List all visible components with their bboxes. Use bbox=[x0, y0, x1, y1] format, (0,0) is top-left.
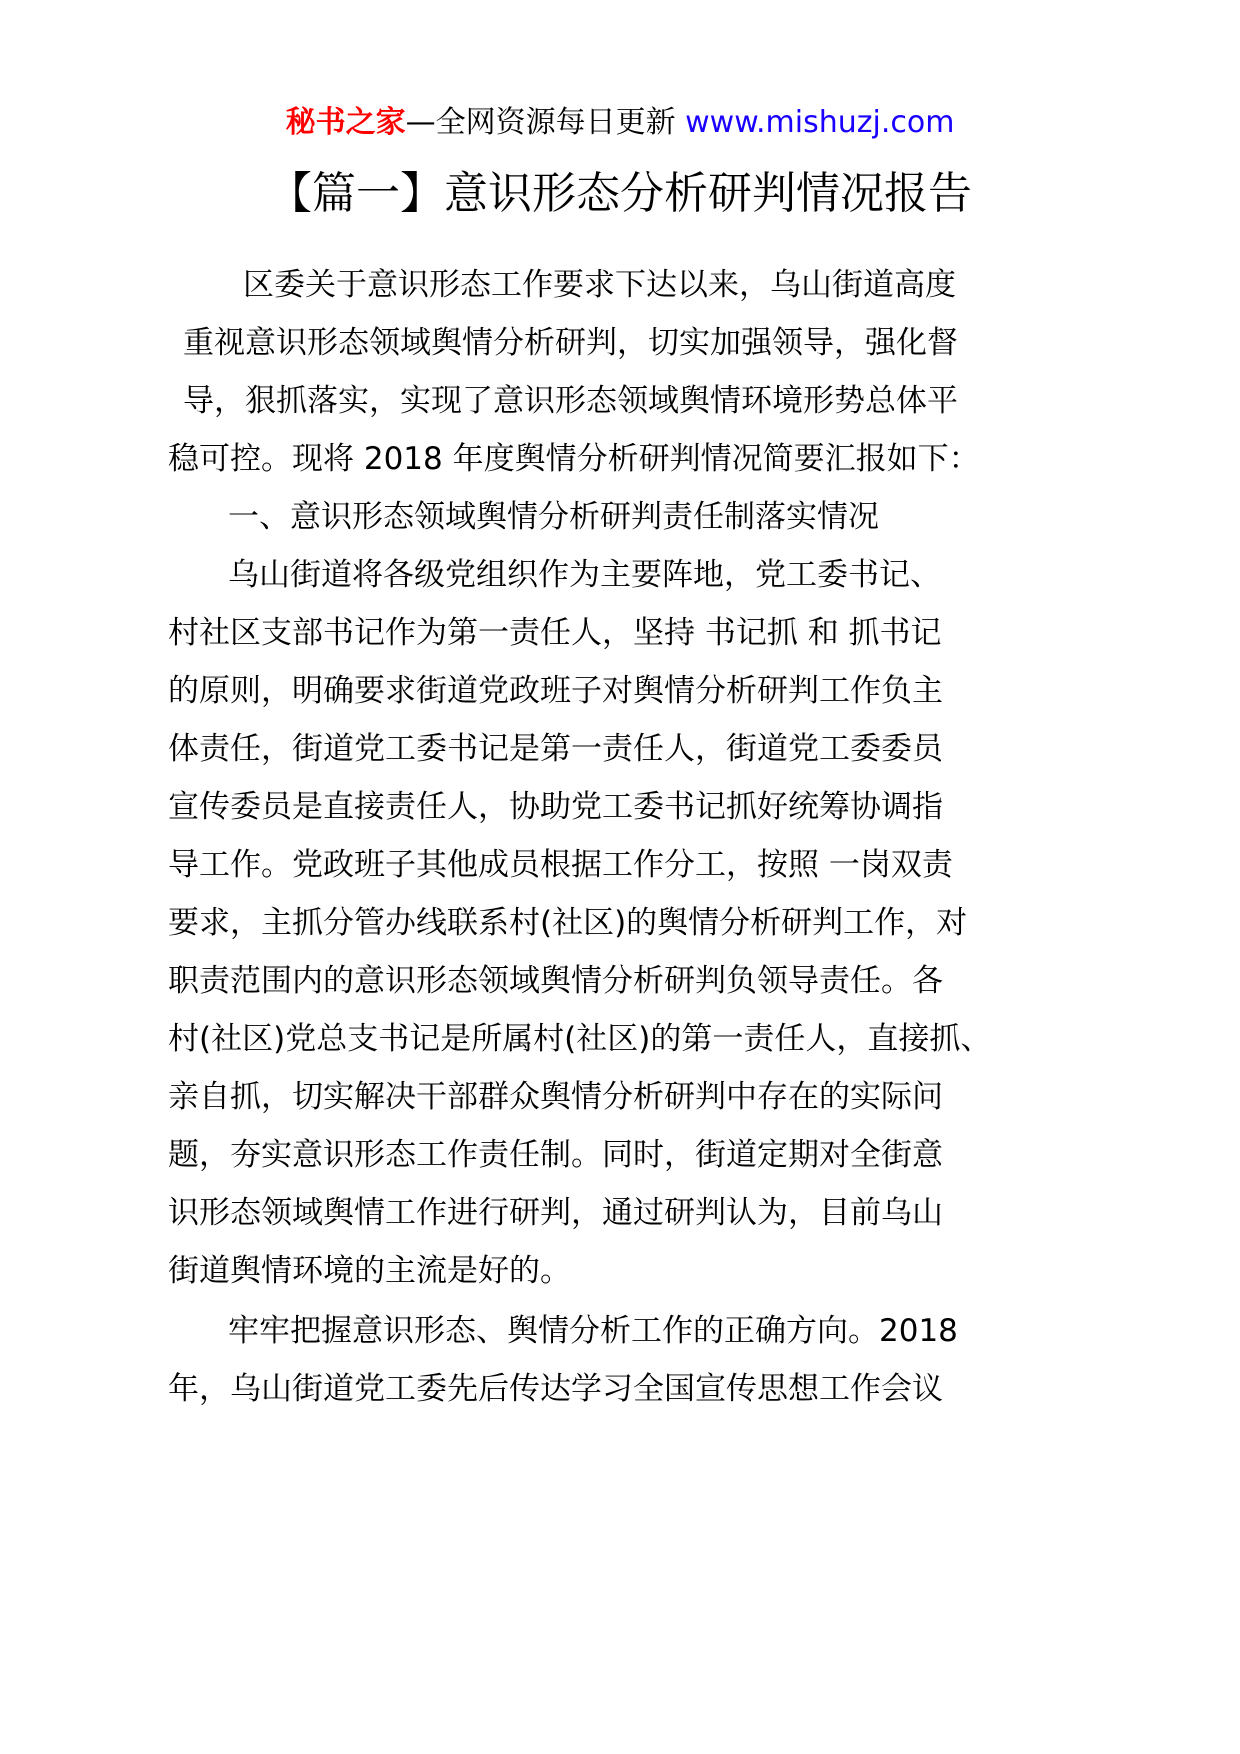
body-line: 年，乌山街道党工委先后传达学习全国宣传思想工作会议 bbox=[168, 1371, 943, 1407]
section-heading: 一、意识形态领域舆情分析研判责任制落实情况 bbox=[228, 499, 879, 535]
body-line: 重视意识形态领域舆情分析研判，切实加强领导，强化督 bbox=[183, 325, 958, 361]
body-line: 导工作。党政班子其他成员根据工作分工，按照 一岗双责 bbox=[168, 847, 953, 883]
body-line: 识形态领域舆情工作进行研判，通过研判认为，目前乌山 bbox=[168, 1195, 943, 1231]
body-line: 职责范围内的意识形态领域舆情分析研判负领导责任。各 bbox=[168, 963, 943, 999]
body-line: 导，狠抓落实，实现了意识形态领域舆情环境形势总体平 bbox=[183, 383, 958, 419]
site-url[interactable]: www.mishuzj.com bbox=[685, 105, 955, 140]
site-brand: 秘书之家 bbox=[285, 105, 406, 140]
body-line: 牢牢把握意识形态、舆情分析工作的正确方向。2018 bbox=[228, 1313, 958, 1349]
body-line: 要求，主抓分管办线联系村(社区)的舆情分析研判工作，对 bbox=[168, 905, 968, 941]
body-line: 亲自抓，切实解决干部群众舆情分析研判中存在的实际问 bbox=[168, 1079, 943, 1115]
body-line: 村社区支部书记作为第一责任人，坚持 书记抓 和 抓书记 bbox=[168, 615, 942, 651]
body-line: 体责任，街道党工委书记是第一责任人，街道党工委委员 bbox=[168, 731, 943, 767]
body-line: 村(社区)党总支书记是所属村(社区)的第一责任人，直接抓、 bbox=[168, 1021, 992, 1057]
body-line: 题，夯实意识形态工作责任制。同时，街道定期对全街意 bbox=[168, 1137, 943, 1173]
site-header bbox=[0, 103, 1240, 143]
body-line: 区委关于意识形态工作要求下达以来，乌山街道高度 bbox=[243, 267, 956, 303]
body-line: 宣传委员是直接责任人，协助党工委书记抓好统筹协调指 bbox=[168, 789, 943, 825]
document-title: 【篇一】意识形态分析研判情况报告 bbox=[268, 168, 972, 219]
body-line: 的原则，明确要求街道党政班子对舆情分析研判工作负主 bbox=[168, 673, 943, 709]
site-tagline: —全网资源每日更新 bbox=[405, 105, 676, 140]
body-line: 街道舆情环境的主流是好的。 bbox=[168, 1253, 571, 1289]
body-line: 稳可控。现将 2018 年度舆情分析研判情况简要汇报如下： bbox=[168, 441, 980, 477]
body-line: 乌山街道将各级党组织作为主要阵地，党工委书记、 bbox=[228, 557, 941, 593]
